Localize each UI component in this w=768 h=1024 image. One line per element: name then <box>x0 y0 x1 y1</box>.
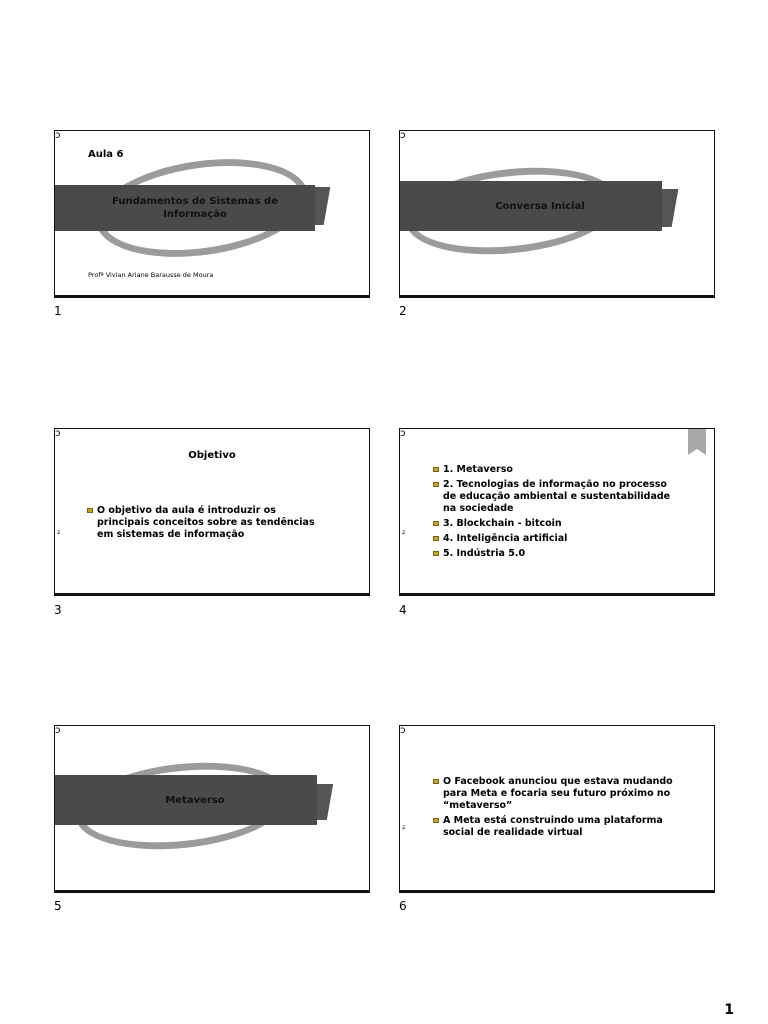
slide-2 <box>399 130 715 298</box>
side-marks: ʑ <box>402 824 406 831</box>
list-item <box>433 776 678 812</box>
slide-number: 6 <box>399 899 407 913</box>
list-item <box>433 479 678 515</box>
bullet-square-icon <box>87 508 93 513</box>
corner-mark-icon: ɔ <box>55 725 61 736</box>
list-item <box>87 505 327 541</box>
corner-mark-icon: ɔ <box>400 725 406 736</box>
slide-1 <box>54 130 370 298</box>
side-marks: ▸ ◂ ʑ <box>57 802 61 825</box>
side-marks: ▸ ◂ ʑ <box>402 209 406 232</box>
bullet-square-icon <box>433 551 439 556</box>
slide-bottom-rule <box>400 593 714 595</box>
bookmark-icon <box>688 429 706 449</box>
corner-mark-icon: ɔ <box>400 130 406 141</box>
bullet-text: 2. Tecnologias de informação no processo de educação ambiental e sustentabilidade na sociedade <box>443 479 671 514</box>
list-item <box>433 464 678 476</box>
list-item <box>433 548 678 560</box>
slide-title: Objetivo <box>188 450 236 461</box>
page-number: 1 <box>724 1002 734 1018</box>
corner-mark-icon: ɔ <box>55 130 61 141</box>
bullet-square-icon <box>433 779 439 784</box>
corner-mark-icon: ɔ <box>55 428 61 439</box>
side-marks: ʑ <box>402 529 406 536</box>
bullet-text: A Meta está construindo uma plataforma social de realidade virtual <box>443 815 663 838</box>
bullet-text: 3. Blockchain - bitcoin <box>443 518 562 529</box>
list-item <box>433 815 678 839</box>
band-text: Metaverso <box>165 795 225 806</box>
slide-bottom-rule <box>400 890 714 892</box>
slide-6 <box>399 725 715 893</box>
bullet-square-icon <box>433 818 439 823</box>
slide-4 <box>399 428 715 596</box>
slide-number: 1 <box>54 304 62 318</box>
author-text: Profª Vivian Ariane Barausse de Moura <box>88 271 214 279</box>
slide-number: 2 <box>399 304 407 318</box>
bullet-list <box>433 464 678 563</box>
slide-title: Aula 6 <box>88 149 124 160</box>
bullet-text: O objetivo da aula é introduzir os principais conceitos sobre as tendências em sistemas de informação <box>97 505 315 540</box>
slide-number: 4 <box>399 603 407 617</box>
corner-mark-icon: ɔ <box>400 428 406 439</box>
band-text: Conversa Inicial <box>495 201 585 212</box>
slide-bottom-rule <box>55 295 369 297</box>
bullet-text: 5. Indústria 5.0 <box>443 548 526 559</box>
bullet-text: 4. Inteligência artificial <box>443 533 568 544</box>
bullet-list <box>433 776 678 842</box>
band-text: Fundamentos de Sistemas de Informação <box>112 196 278 220</box>
bullet-list <box>87 505 327 544</box>
bullet-text: O Facebook anunciou que estava mudando para Meta e focaria seu futuro próximo no “metaverso” <box>443 776 673 811</box>
bullet-text: 1. Metaverso <box>443 464 513 475</box>
side-marks: ▸ ◂ ʑ <box>57 209 61 232</box>
slide-number: 3 <box>54 603 62 617</box>
list-item <box>433 533 678 545</box>
slide-number: 5 <box>54 899 62 913</box>
slide-5 <box>54 725 370 893</box>
bullet-square-icon <box>433 482 439 487</box>
bullet-square-icon <box>433 521 439 526</box>
list-item <box>433 518 678 530</box>
slide-bottom-rule <box>400 295 714 297</box>
slide-bottom-rule <box>55 890 369 892</box>
bullet-square-icon <box>433 536 439 541</box>
slide-bottom-rule <box>55 593 369 595</box>
bullet-square-icon <box>433 467 439 472</box>
side-marks: ʑ <box>57 529 61 536</box>
slide-3 <box>54 428 370 596</box>
